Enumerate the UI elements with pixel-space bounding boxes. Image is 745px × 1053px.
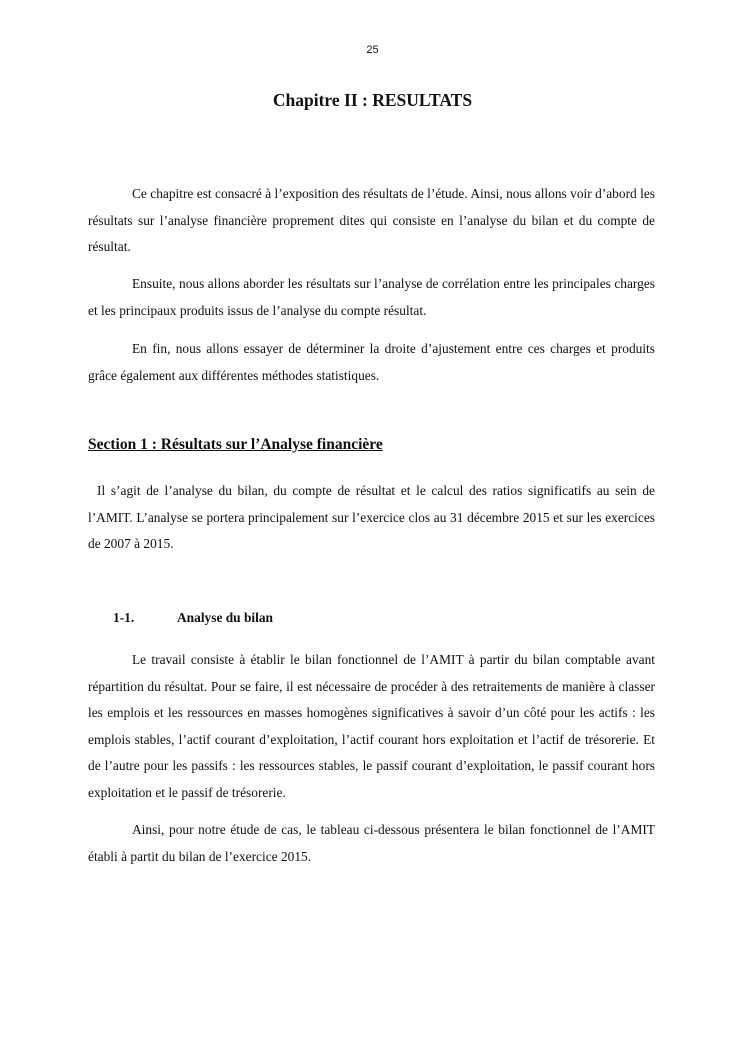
intro-paragraph-1: Ce chapitre est consacré à l’exposition des résultats de l’étude. Ainsi, nous allons voir d’abord les résultats sur l’analyse financière proprement dites qui consiste en l’analyse du bilan et du compte de résultat. — [88, 186, 655, 254]
intro-paragraph-3: En fin, nous allons essayer de déterminer la droite d’ajustement entre ces charges et produits grâce également aux différentes méthodes statistiques. — [88, 341, 655, 383]
subsection-paragraph-2: Ainsi, pour notre étude de cas, le tableau ci-dessous présentera le bilan fonctionnel de l’AMIT établi à partit du bilan de l’exercice 2015. — [88, 822, 655, 864]
subsection-number: 1-1. — [113, 610, 135, 625]
subsection-heading — [113, 610, 273, 626]
page-number: 25 — [366, 44, 379, 56]
section-paragraph: Il s’agit de l’analyse du bilan, du compte de résultat et le calcul des ratios significatifs au sein de l’AMIT. L’analyse se portera principalement sur l’exercice clos au 31 décembre 2015 et sur les exercices de 2007 à 2015. — [88, 483, 655, 551]
section-title: Section 1 : Résultats sur l’Analyse financière — [88, 436, 383, 453]
subsection-paragraph-1: Le travail consiste à établir le bilan fonctionnel de l’AMIT à partir du bilan comptable avant répartition du résultat. Pour se faire, il est nécessaire de procéder à des retraitements de manière à classer les emplois et les ressources en masses homogènes significatives à savoir d’un côté pour les actifs : les emplois stables, l’actif courant d’exploitation, l’actif courant hors exploitation et l’actif de trésorerie. Et de l’autre pour les passifs : les ressources stables, le passif courant d’exploitation, le passif courant hors exploitation et le passif de trésorerie. — [88, 652, 655, 800]
intro-paragraph-2: Ensuite, nous allons aborder les résultats sur l’analyse de corrélation entre les principales charges et les principaux produits issus de l’analyse du compte résultat. — [88, 276, 655, 318]
chapter-title: Chapitre II : RESULTATS — [272, 90, 473, 110]
subsection-title: Analyse du bilan — [177, 610, 274, 625]
